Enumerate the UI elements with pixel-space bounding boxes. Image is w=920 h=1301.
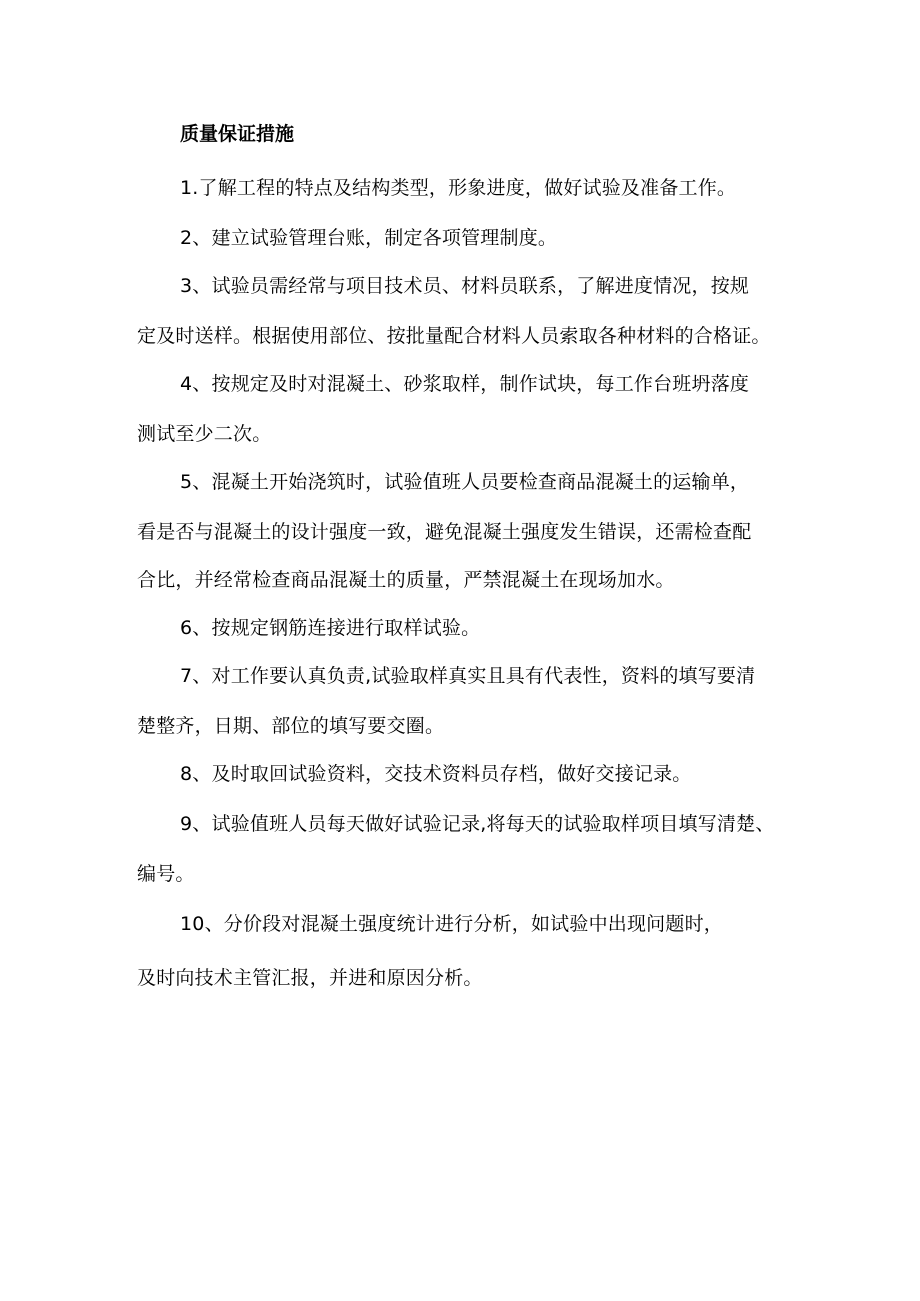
- paragraph-8-line-1: 8、及时取回试验资料，交技术资料员存档，做好交接记录。: [180, 763, 692, 785]
- paragraph-7-line-2: 楚整齐，日期、部位的填写要交圈。: [137, 715, 445, 737]
- paragraph-1-line-1: 1.了解工程的特点及结构类型，形象进度，做好试验及准备工作。: [180, 177, 737, 199]
- paragraph-2-line-1: 2、建立试验管理台账，制定各项管理制度。: [180, 227, 558, 249]
- paragraph-3-line-2: 定及时送样。根据使用部位、按批量配合材料人员索取各种材料的合格证。: [137, 325, 771, 347]
- paragraph-5-line-2: 看是否与混凝土的设计强度一致，避免混凝土强度发生错误，还需检查配: [137, 521, 752, 543]
- paragraph-6-line-1: 6、按规定钢筋连接进行取样试验。: [180, 617, 481, 639]
- paragraph-10-line-2: 及时向技术主管汇报，并进和原因分析。: [137, 967, 483, 989]
- paragraph-3-line-1: 3、试验员需经常与项目技术员、材料员联系，了解进度情况，按规: [180, 275, 750, 297]
- paragraph-10-line-1: 10、分价段对混凝土强度统计进行分析，如试验中出现问题时，: [180, 913, 723, 935]
- paragraph-9-line-2: 编号。: [137, 863, 195, 885]
- paragraph-5-line-3: 合比，并经常检查商品混凝土的质量，严禁混凝土在现场加水。: [137, 569, 675, 591]
- paragraph-4-line-1: 4、按规定及时对混凝土、砂浆取样，制作试块，每工作台班坍落度: [180, 373, 750, 395]
- document-title: 质量保证措施: [180, 123, 295, 145]
- paragraph-5-line-1: 5、混凝土开始浇筑时，试验值班人员要检查商品混凝土的运输单，: [180, 471, 750, 493]
- paragraph-4-line-2: 测试至少二次。: [137, 423, 272, 445]
- paragraph-7-line-1: 7、对工作要认真负责,试验取样真实且具有代表性，资料的填写要清: [180, 665, 756, 687]
- paragraph-9-line-1: 9、试验值班人员每天做好试验记录,将每天的试验取样项目填写清楚、: [180, 813, 775, 835]
